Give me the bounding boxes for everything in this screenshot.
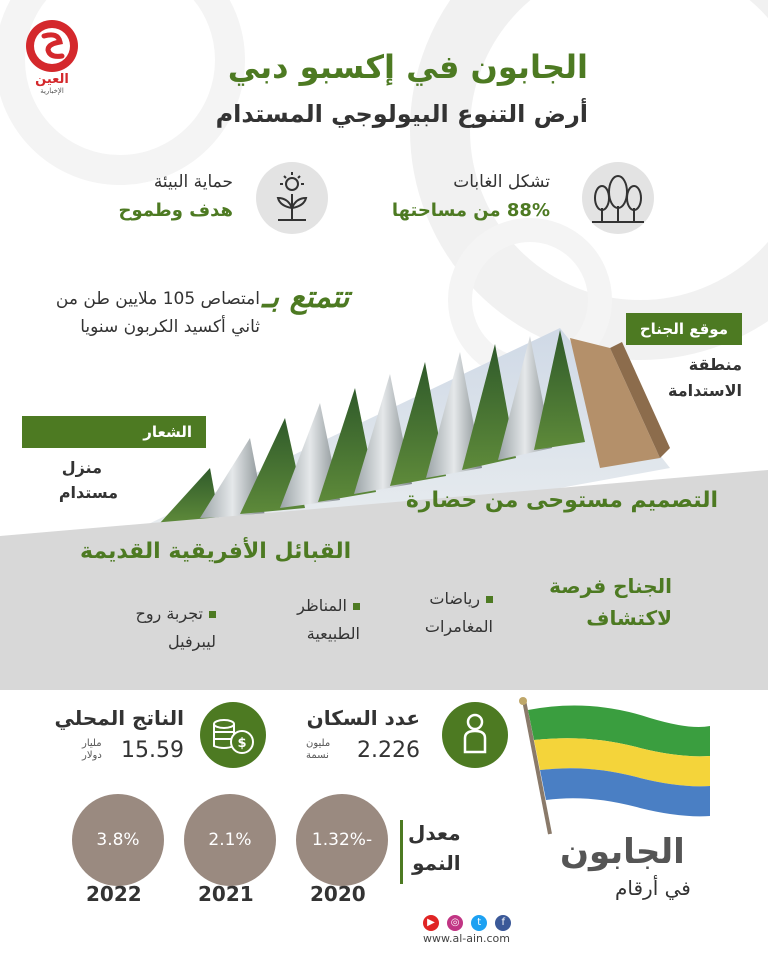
feature-natural-scenery bbox=[297, 592, 360, 648]
logo-text: العين bbox=[35, 72, 69, 87]
pavilion-location-value-line1: منطقة bbox=[688, 355, 742, 374]
twitter-icon[interactable]: t bbox=[471, 915, 487, 931]
feature-line1: المناظر bbox=[297, 596, 347, 615]
population-value: 2.226 bbox=[357, 738, 420, 763]
population-unit bbox=[306, 738, 330, 762]
growth-year-2020: 2020 bbox=[310, 882, 366, 906]
gdp-unit-line2: دولار bbox=[82, 750, 102, 761]
feature-line2: الطبيعية bbox=[306, 624, 360, 643]
design-text-line1: التصميم مستوحى من حضارة bbox=[405, 488, 718, 513]
bullet-icon bbox=[486, 596, 493, 603]
growth-divider bbox=[400, 820, 403, 884]
fact-environment-line2: هدف وطموح bbox=[118, 200, 233, 221]
website-link[interactable]: www.al-ain.com bbox=[423, 932, 511, 945]
social-icons bbox=[423, 910, 514, 930]
growth-circle-2021: 2.1% bbox=[184, 794, 276, 886]
bullet-icon bbox=[209, 611, 216, 618]
gdp-unit-line1: مليار bbox=[82, 738, 102, 749]
feature-line2: المغامرات bbox=[424, 617, 493, 636]
al-ain-logo[interactable] bbox=[18, 14, 86, 96]
feature-line2: ليبرفيل bbox=[168, 632, 216, 651]
growth-label-line1: معدل bbox=[408, 821, 461, 845]
slogan-value-line2: مستدام bbox=[58, 483, 118, 502]
gabon-flag-icon bbox=[510, 696, 720, 836]
page-subtitle: أرض التنوع البيولوجي المستدام bbox=[215, 100, 588, 128]
growth-year-2022: 2022 bbox=[86, 882, 142, 906]
growth-label bbox=[408, 818, 461, 878]
feature-line1: رياضات bbox=[429, 589, 480, 608]
population-unit-line1: مليون bbox=[306, 738, 331, 749]
person-icon bbox=[442, 702, 508, 768]
logo-subtext: الإخبارية bbox=[40, 87, 64, 95]
facebook-icon[interactable]: f bbox=[495, 915, 511, 931]
svg-text:$: $ bbox=[237, 736, 247, 751]
fact-forests-line1: تشكل الغابات bbox=[453, 172, 550, 192]
gabon-subtitle: في أرقام bbox=[615, 876, 691, 900]
page-title: الجابون في إكسبو دبي bbox=[227, 48, 588, 86]
feature-adventure-sports bbox=[425, 585, 493, 641]
gabon-title: الجابون bbox=[560, 832, 685, 872]
enjoy-label: تتمتع بـ bbox=[262, 280, 350, 315]
youtube-icon[interactable]: ▶ bbox=[423, 915, 439, 931]
growth-circle-2022: 3.8% bbox=[72, 794, 164, 886]
design-text-line2: القبائل الأفريقية القديمة bbox=[80, 539, 352, 564]
gdp-label: الناتج المحلي bbox=[54, 706, 184, 730]
pavilion-location-value-line2: الاستدامة bbox=[668, 381, 742, 400]
plant-sun-icon bbox=[256, 162, 328, 234]
feature-line1: تجربة روح bbox=[135, 604, 203, 623]
growth-year-2021: 2021 bbox=[198, 882, 254, 906]
pavilion-location-tag: موقع الجناح bbox=[626, 313, 742, 345]
population-unit-line2: نسمة bbox=[306, 750, 329, 761]
feature-libreville-spirit bbox=[135, 600, 216, 656]
growth-circle-2020: -1.32% bbox=[296, 794, 388, 886]
instagram-icon[interactable]: ◎ bbox=[447, 915, 463, 931]
gdp-value: 15.59 bbox=[121, 738, 184, 763]
coins-dollar-icon bbox=[200, 702, 266, 768]
pavilion-opportunity-line2: لاكتشاف bbox=[586, 606, 672, 630]
gdp-unit bbox=[82, 738, 102, 762]
carbon-absorption-text: امتصاص 105 ملايين طن من ثاني أكسيد الكربون سنويا bbox=[55, 289, 260, 337]
bullet-icon bbox=[353, 603, 360, 610]
population-label: عدد السكان bbox=[306, 706, 420, 730]
forest-icon bbox=[582, 162, 654, 234]
slogan-tag: الشعار bbox=[22, 416, 206, 448]
growth-label-line2: النمو bbox=[412, 851, 461, 875]
fact-environment-line1: حماية البيئة bbox=[153, 172, 233, 192]
pavilion-opportunity bbox=[549, 570, 672, 634]
slogan-value-line1: منزل bbox=[61, 458, 102, 477]
pavilion-opportunity-line1: الجناح فرصة bbox=[549, 574, 672, 598]
fact-forests-line2: 88% من مساحتها bbox=[391, 200, 550, 221]
